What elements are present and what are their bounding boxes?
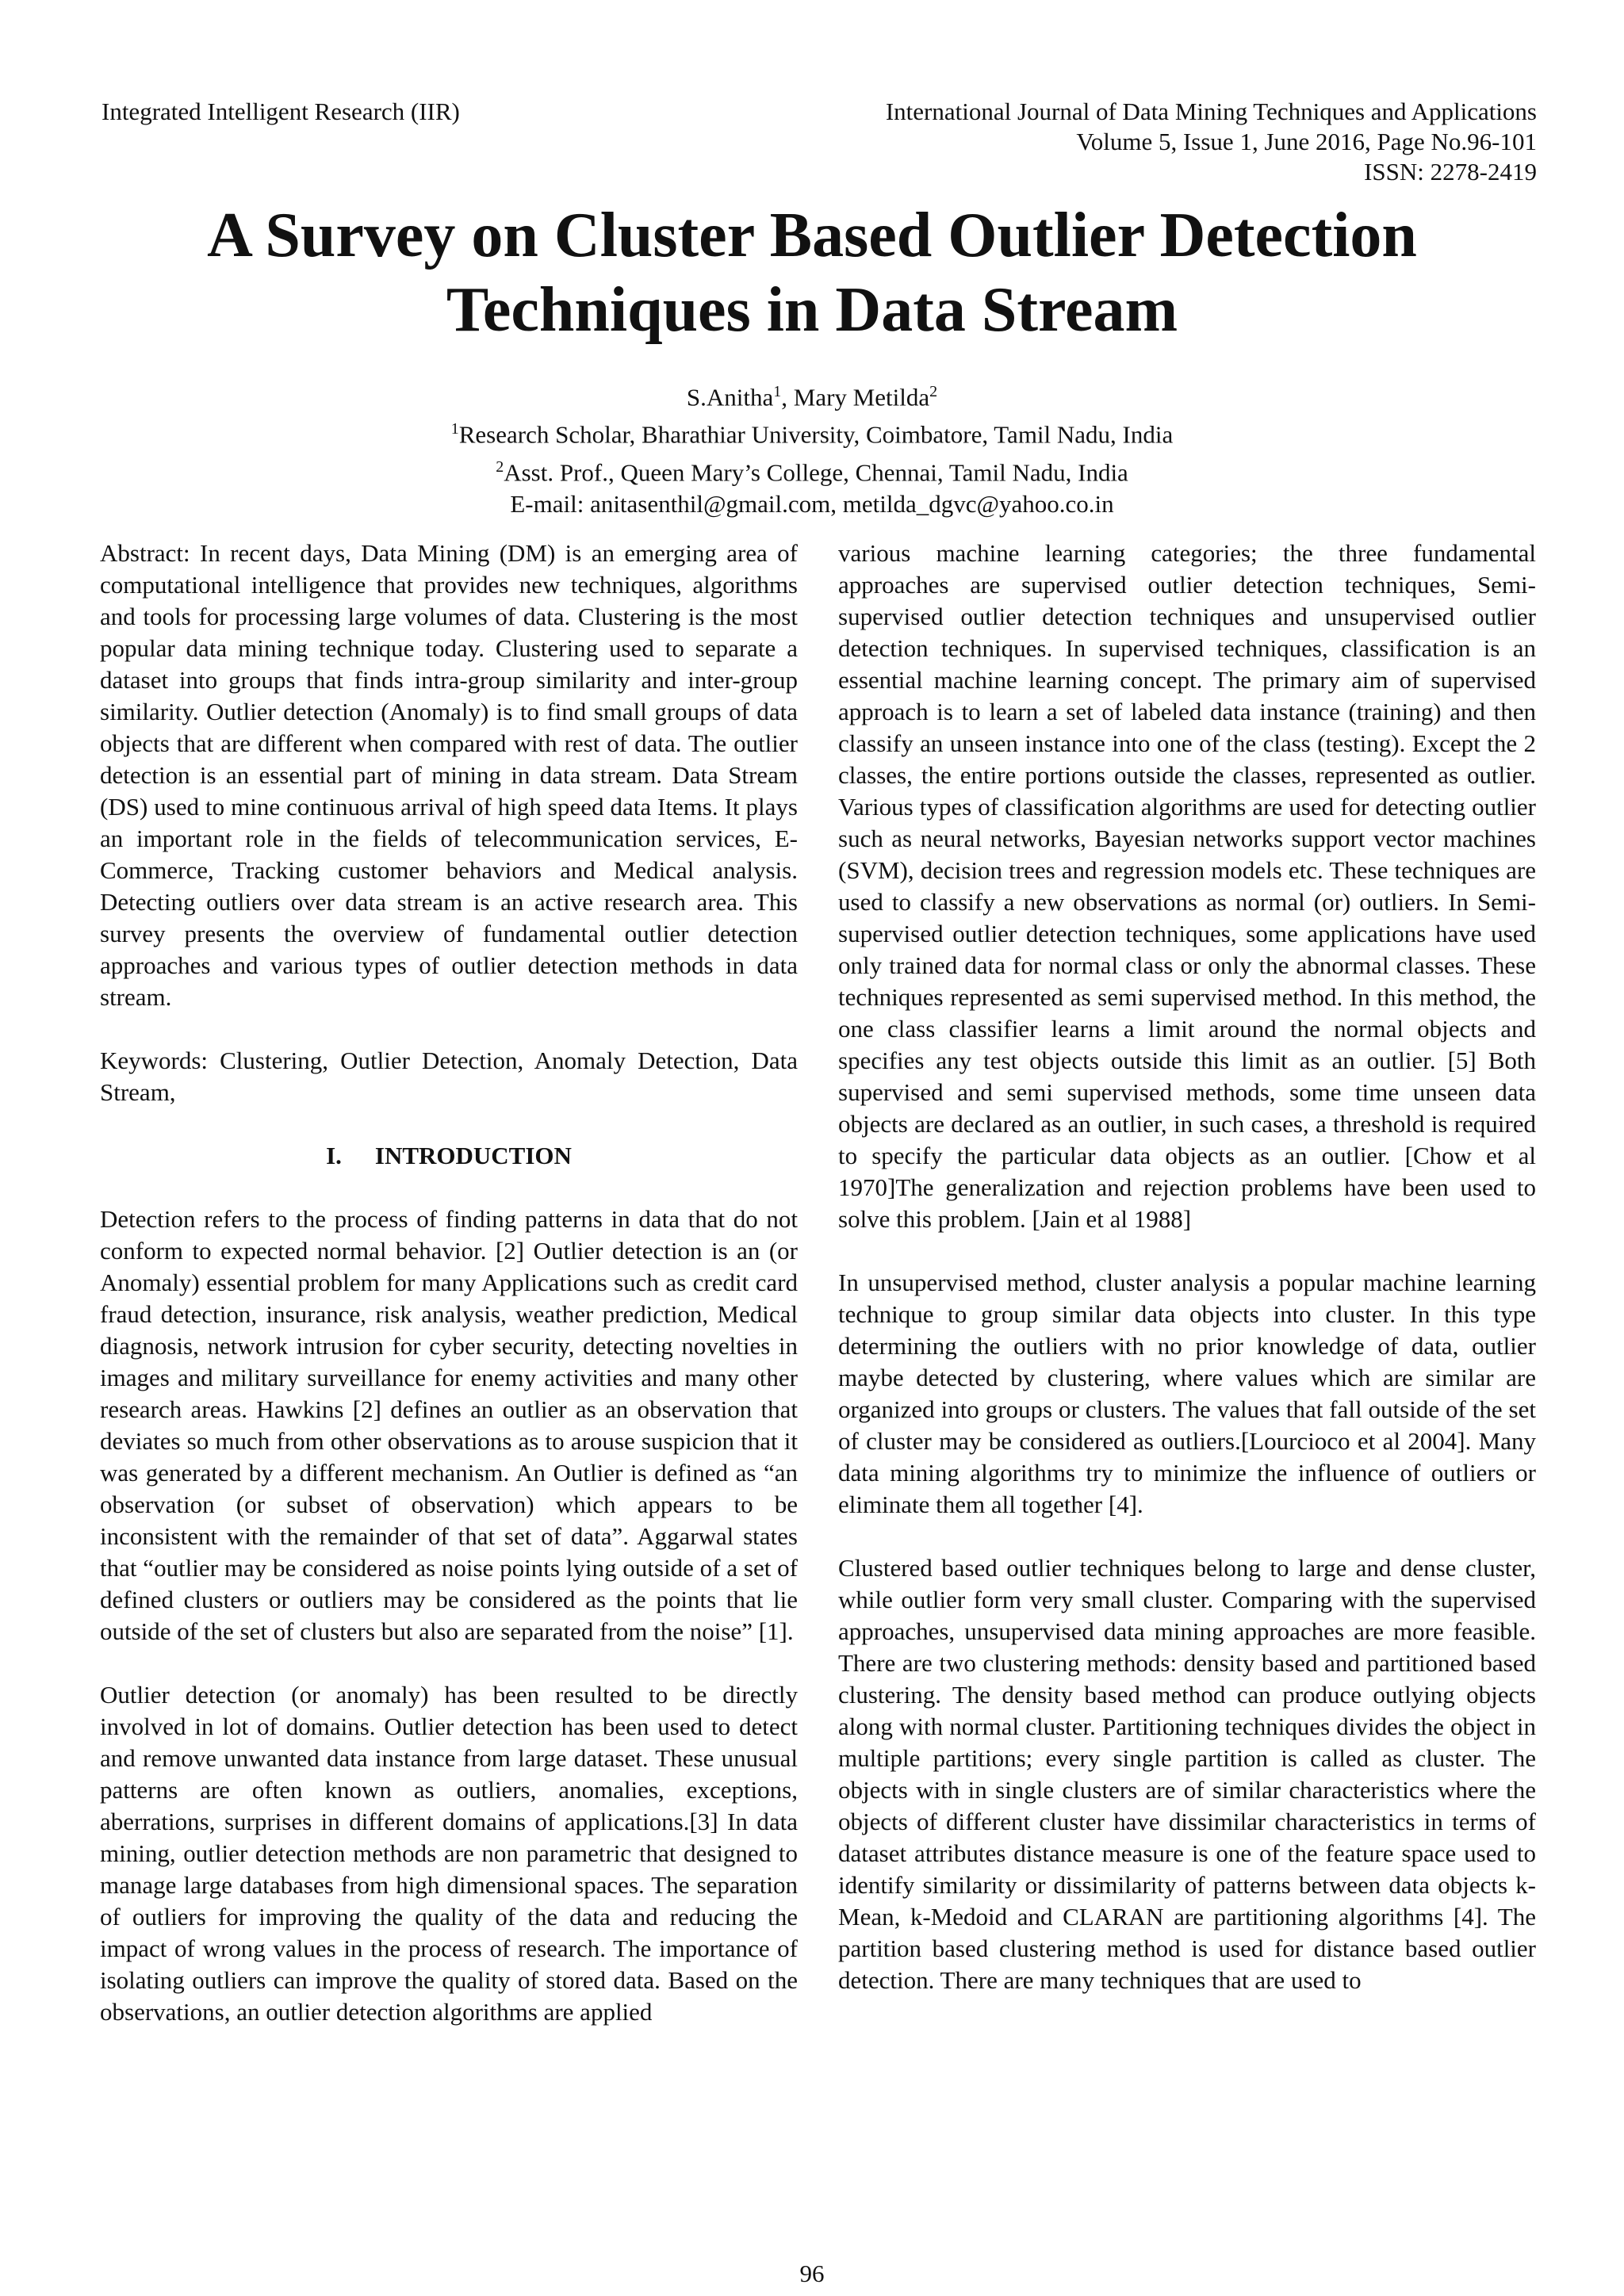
journal-info xyxy=(744,97,1537,187)
right-column xyxy=(838,538,1536,1996)
abstract: Abstract: In recent days, Data Mining (DM) is an emerging area of computational intelligence that provides new techniques, algorithms and tools for processing large volumes of data. Clustering is the most popular data mining technique today. Clustering used to separate a dataset into groups that finds intra-group similarity and inter-group similarity. Outlier detection (Anomaly) is to find small groups of data objects that are different when compared with rest of data. The outlier detection is an essential part of mining in data stream. Data Stream (DS) used to mine continuous arrival of high speed data Items. It plays an important role in the fields of telecommunication services, E-Commerce, Tracking customer behaviors and Medical analysis. Detecting outliers over data stream is an active research area. This survey presents the overview of fundamental outlier detection approaches and various types of outlier detection methods in data stream. xyxy=(100,539,798,1011)
keywords: Keywords: Clustering, Outlier Detection, Anomaly Detection, Data Stream, xyxy=(100,1047,798,1106)
title-line-1: A Survey on Cluster Based Outlier Detection xyxy=(207,201,1417,270)
author-block xyxy=(0,376,1624,520)
affiliation-2-text: Asst. Prof., Queen Mary’s College, Chennai, Tamil Nadu, India xyxy=(504,457,1128,486)
intro-paragraph-1: Detection refers to the process of finding patterns in data that do not conform to expected normal behavior. [2] Outlier detection is an (or Anomaly) essential problem for many Applications such as credit card fraud detection, insurance, risk analysis, weather prediction, Medical diagnosis, network intrusion for cyber security, detecting novelties in images and military surveillance for enemy activities and many other research areas. Hawkins [2] defines an outlier as an observation that deviates so much from other observations as to arouse suspicion that it was generated by a different mechanism. An Outlier is defined as “an observation (or subset of observation) which appears to be inconsistent with the remainder of that set of data”. Aggarwal states that “outlier may be considered as noise points lying outside of a set of defined clusters or outliers may be considered as the points that lie outside of the set of clusters but also are separated from the noise” [1]. xyxy=(100,1205,798,1645)
author-1: S.Anitha xyxy=(686,383,774,411)
paper-title xyxy=(0,198,1624,347)
intro-paragraph-2: Outlier detection (or anomaly) has been resulted to be directly involved in lot of domains. Outlier detection has been used to detect and remove unwanted data instance from large dataset. These unusual patterns are often known as outliers, anomalies, exceptions, aberrations, surprises in different domains of applications.[3] In data mining, outlier detection methods are non parametric that designed to manage large databases from high dimensional spaces. The separation of outliers for improving the quality of the data and reducing the impact of wrong values in the process of research. The importance of isolating outliers can improve the quality of stored data. Based on the observations, an outlier detection algorithms are applied xyxy=(100,1681,798,2026)
section-title: INTRODUCTION xyxy=(374,1142,572,1169)
author-2-sup: 2 xyxy=(929,383,938,400)
author-names xyxy=(0,376,1624,413)
journal-volume: Volume 5, Issue 1, June 2016, Page No.96-101 xyxy=(1076,128,1537,155)
author-1-sup: 1 xyxy=(773,383,782,400)
right-paragraph-1: various machine learning categories; the three fundamental approaches are supervised outlier detection techniques, Semi-supervised outlier detection techniques and unsupervised outlier detection techniques. In supervised techniques, classification is an essential machine learning concept. The primary aim of supervised approach is to learn a set of labeled data instance (training) and then classify an unseen instance into one of the class (testing). Except the 2 classes, the entire portions outside the classes, represented as outlier. Various types of classification algorithms are used for detecting outlier such as neural networks, Bayesian networks support vector machines (SVM), decision trees and regression models etc. These techniques are used to classify a new observations as normal (or) outliers. In Semi-supervised outlier detection techniques, some applications have used only trained data for normal class or only the abnormal classes. These techniques represented as semi supervised method. In this method, the one class classifier learns a limit around the normal objects and specifies any test objects outside this limit as an outlier. [5] Both supervised and semi supervised methods, some time unseen data objects are declared as an outlier, in such cases, a threshold is required to specify the particular data objects as an outlier. [Chow et al 1970]The generalization and rejection problems have been used to solve this problem. [Jain et al 1988] xyxy=(838,539,1536,1233)
author-2: Mary Metilda xyxy=(793,383,930,411)
affiliation-1 xyxy=(0,413,1624,450)
title-line-2: Techniques in Data Stream xyxy=(446,275,1178,345)
affiliation-2-sup: 2 xyxy=(496,457,504,476)
journal-issn: ISSN: 2278-2419 xyxy=(1364,158,1537,186)
journal-publisher: Integrated Intelligent Research (IIR) xyxy=(102,98,460,125)
left-column xyxy=(100,538,798,2028)
affiliation-1-text: Research Scholar, Bharathiar University, Coimbatore, Tamil Nadu, India xyxy=(458,420,1174,449)
right-paragraph-2: In unsupervised method, cluster analysis a popular machine learning technique to group similar data objects into cluster. In this type determining the outliers with no prior knowledge of data, outlier maybe detected by clustering, where values which are similar are organized into groups or clusters. The values that fall outside of the set of cluster may be considered as outliers.[Lourcioco et al 2004]. Many data mining algorithms try to minimize the influence of outliers or eliminate them all together [4]. xyxy=(838,1269,1536,1518)
page-number: 96 xyxy=(799,2260,825,2287)
affiliation-1-sup: 1 xyxy=(450,420,459,438)
affiliation-2 xyxy=(0,451,1624,488)
right-paragraph-3: Clustered based outlier techniques belong to large and dense cluster, while outlier form very small cluster. Comparing with the supervised approaches, unsupervised data mining approaches are more feasible. There are two clustering methods: density based and partitioned based clustering. The density based method can produce outlying objects along with normal cluster. Partitioning techniques divides the object in multiple partitions; every single partition is called as cluster. The objects with in single clusters are of similar characteristics where the objects of different cluster have dissimilar characteristics in terms of dataset attributes distance measure is one of the feature space used to identify similarity or dissimilarity of patterns between data objects k-Mean, k-Medoid and CLARAN are partitioning algorithms [4]. The partition based clustering method is used for distance based outlier detection. There are many techniques that are used to xyxy=(838,1554,1536,1994)
section-heading xyxy=(100,1140,798,1172)
author-emails: E-mail: anitasenthil@gmail.com, metilda_dgvc@yahoo.co.in xyxy=(510,489,1114,518)
section-number: I. xyxy=(326,1142,342,1169)
journal-name: International Journal of Data Mining Techniques and Applications xyxy=(885,98,1537,125)
author-separator: , xyxy=(781,383,794,411)
